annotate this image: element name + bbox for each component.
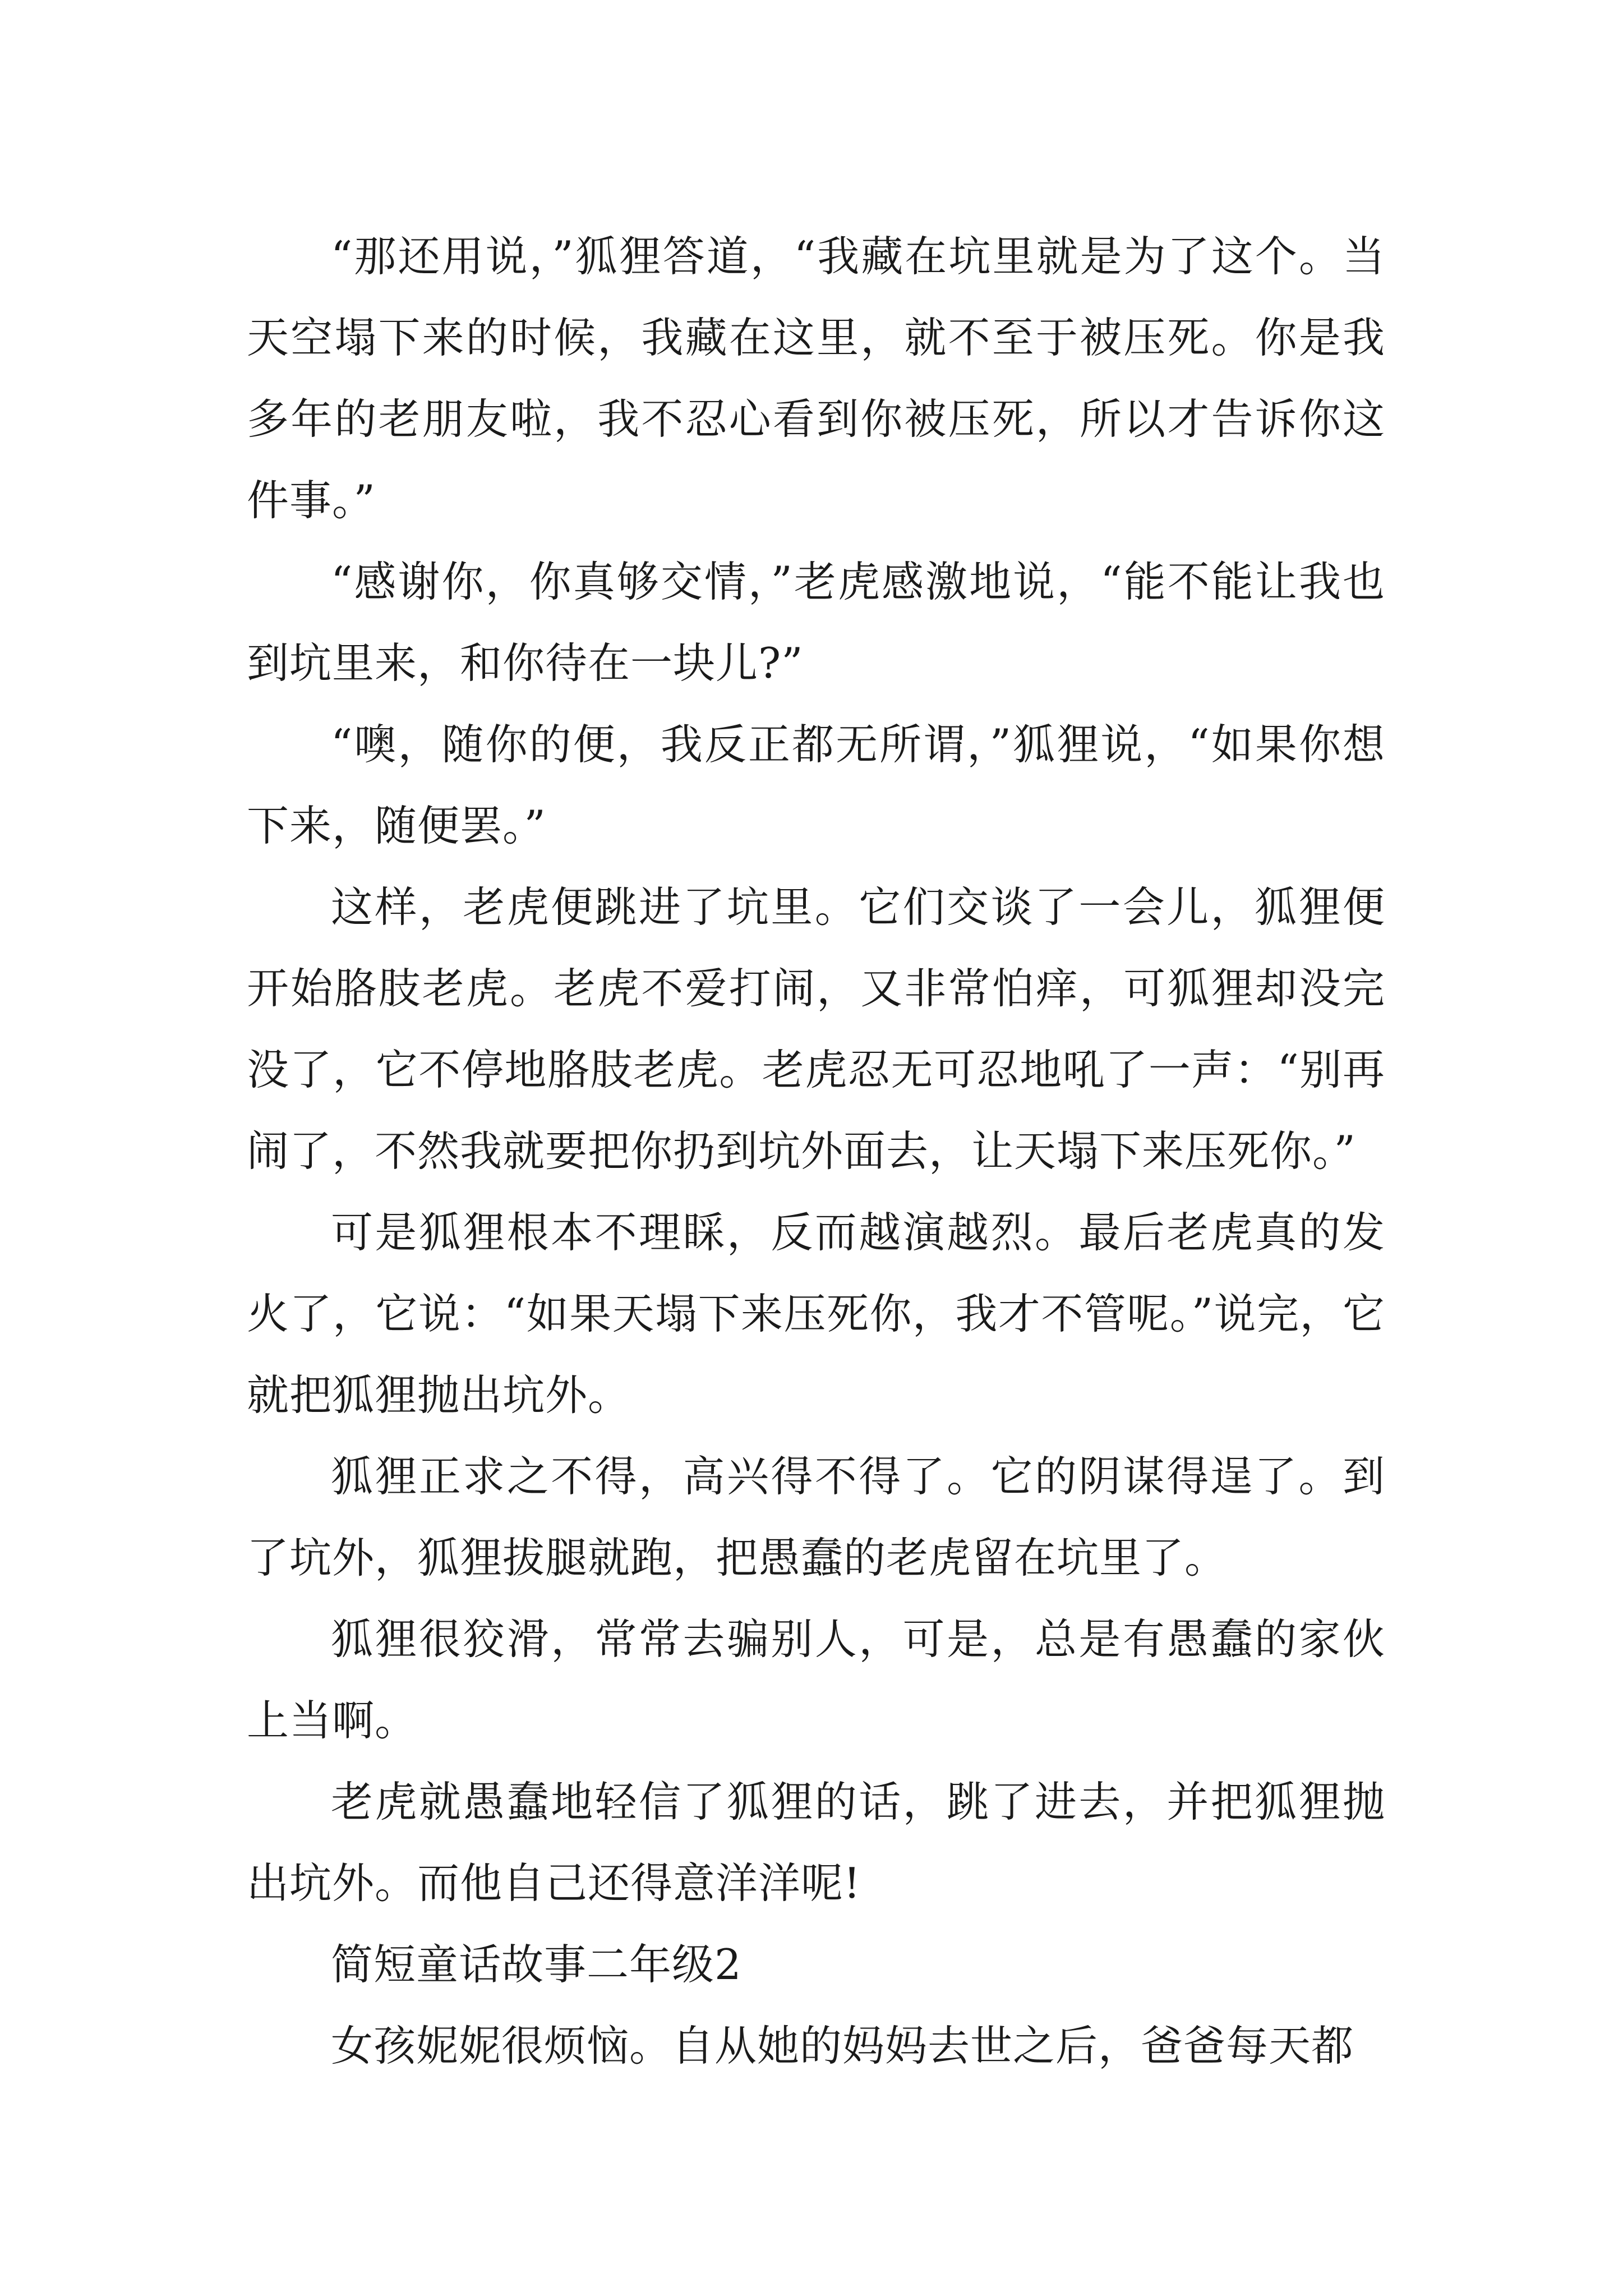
paragraph: 老虎就愚蠢地轻信了狐狸的话，跳了进去，并把狐狸抛出坑外。而他自己还得意洋洋呢! [247, 1777, 1385, 1908]
paragraph: 可是狐狸根本不理睬，反而越演越烈。最后老虎真的发火了，它说：“如果天塌下来压死你，我才不管呢。”说完，它就把狐狸抛出坑外。 [247, 1208, 1385, 1420]
paragraph: “那还用说，”狐狸答道，“我藏在坑里就是为了这个。当天空塌下来的时候，我藏在这里，就不至于被压死。你是我多年的老朋友啦，我不忍心看到你被压死，所以才告诉你这件事。” [247, 232, 1385, 525]
paragraph: “感谢你，你真够交情，”老虎感激地说，“能不能让我也到坑里来，和你待在一块儿?” [247, 557, 1385, 688]
section-heading: 简短童话故事二年级2 [331, 1940, 742, 1989]
paragraph: 这样，老虎便跳进了坑里。它们交谈了一会儿，狐狸便开始胳肢老虎。老虎不爱打闹，又非常怕痒，可狐狸却没完没了，它不停地胳肢老虎。老虎忍无可忍地吼了一声：“别再闹了，不然我就要把你扔到坑外面去，让天塌下来压死你。” [247, 882, 1385, 1176]
paragraph: 女孩妮妮很烦恼。自从她的妈妈去世之后，爸爸每天都 [331, 2021, 1354, 2070]
paragraph: 狐狸正求之不得，高兴得不得了。它的阴谋得逞了。到了坑外，狐狸拔腿就跑，把愚蠢的老虎留在坑里了。 [247, 1452, 1385, 1582]
body-text [247, 216, 1385, 2087]
paragraph: “噢，随你的便，我反正都无所谓，”狐狸说，“如果你想下来，随便罢。” [247, 720, 1385, 850]
paragraph: 狐狸很狡滑，常常去骗别人，可是，总是有愚蠢的家伙上当啊。 [247, 1614, 1385, 1745]
